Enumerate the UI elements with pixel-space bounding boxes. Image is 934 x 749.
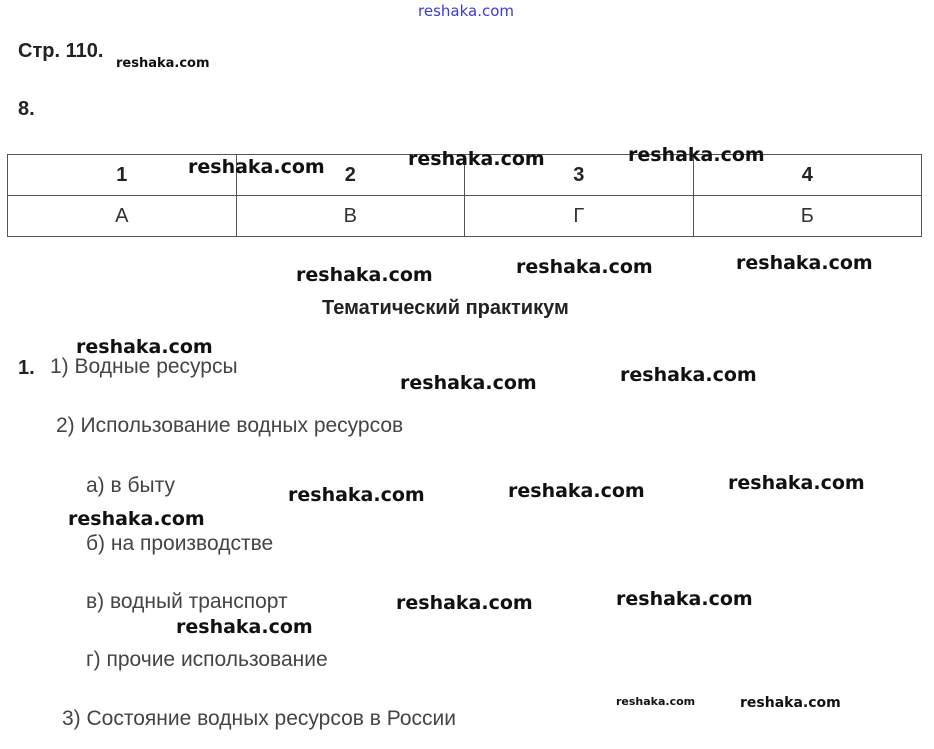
watermark-top: reshaka.com xyxy=(418,2,514,20)
outline-line-2: 2) Использование водных ресурсов xyxy=(56,414,404,437)
table-cell: А xyxy=(8,196,237,237)
section-title: Тематический практикум xyxy=(322,297,569,319)
outline-sub-b: б) на производстве xyxy=(86,532,274,555)
table-header-cell: 3 xyxy=(465,155,694,196)
watermark: reshaka.com xyxy=(396,592,533,614)
outline-line-1: 1) Водные ресурсы xyxy=(50,355,238,378)
outline-sub-c: в) водный транспорт xyxy=(86,590,288,613)
watermark: reshaka.com xyxy=(176,616,313,638)
watermark: reshaka.com xyxy=(288,484,425,506)
outline-line-3: 3) Состояние водных ресурсов в России xyxy=(62,707,456,730)
watermark: reshaka.com xyxy=(516,256,653,278)
table-row xyxy=(8,196,922,237)
watermark: reshaka.com xyxy=(616,588,753,610)
watermark: reshaka.com xyxy=(628,144,765,166)
task-number: 8. xyxy=(18,98,35,120)
watermark: reshaka.com xyxy=(408,148,545,170)
outline-sub-d: г) прочие использование xyxy=(86,648,328,671)
watermark: reshaka.com xyxy=(188,156,325,178)
table-cell: Г xyxy=(465,196,694,237)
watermark: reshaka.com xyxy=(400,372,537,394)
watermark: reshaka.com xyxy=(296,264,433,286)
outline-sub-a: а) в быту xyxy=(86,474,175,497)
item-number: 1. xyxy=(18,357,35,379)
table-cell: В xyxy=(236,196,465,237)
table-cell: Б xyxy=(693,196,922,237)
watermark: reshaka.com xyxy=(728,472,865,494)
table-header-cell: 1 xyxy=(8,155,237,196)
table-header-cell: 2 xyxy=(236,155,465,196)
table-header-cell: 4 xyxy=(693,155,922,196)
watermark: reshaka.com xyxy=(620,364,757,386)
watermark: reshaka.com xyxy=(508,480,645,502)
watermark: reshaka.com xyxy=(68,508,205,530)
watermark: reshaka.com xyxy=(740,695,841,711)
watermark: reshaka.com xyxy=(736,252,873,274)
watermark: reshaka.com xyxy=(76,336,213,358)
watermark: reshaka.com xyxy=(616,695,696,708)
page-label: Стр. 110. xyxy=(18,40,104,62)
watermark: reshaka.com xyxy=(116,56,210,71)
